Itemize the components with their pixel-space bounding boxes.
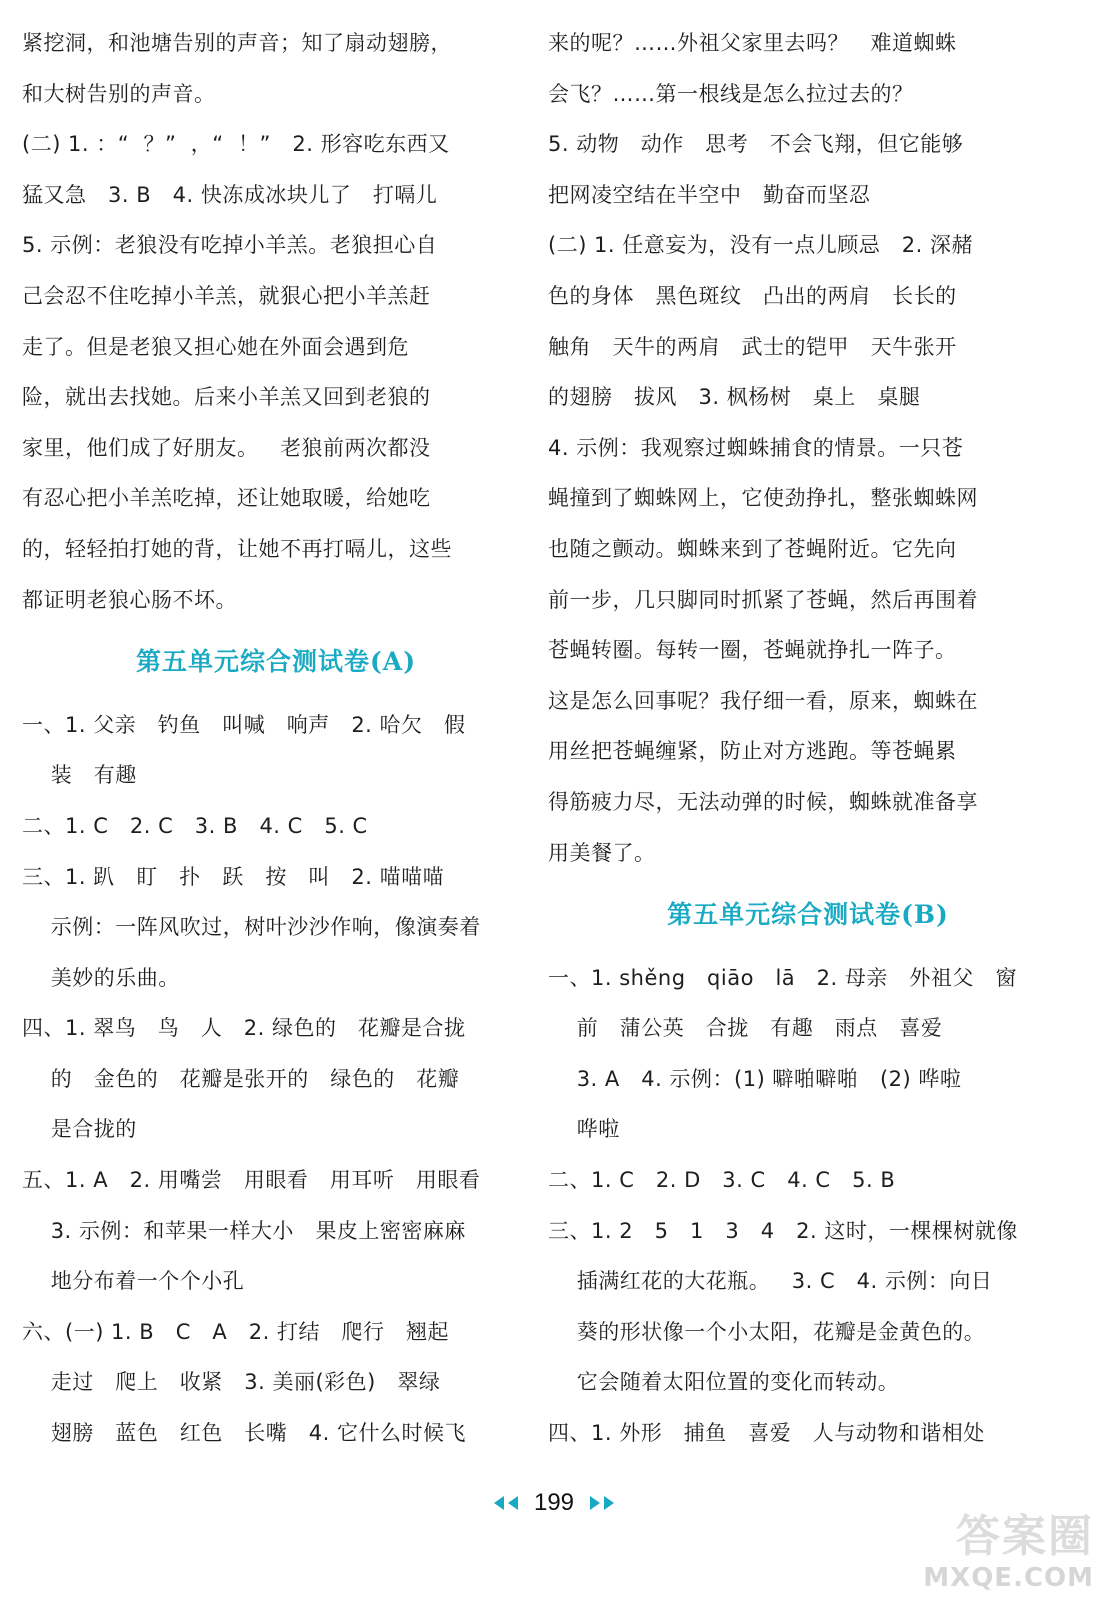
answer-line: 会飞？……第一根线是怎么拉过去的？ (548, 81, 914, 106)
answer-line: 色的身体 黑色斑纹 凸出的两肩 长长的 (548, 283, 957, 308)
answer-line: 三、1. 2 5 1 3 4 2. 这时，一棵棵树就像 (548, 1218, 1018, 1243)
right-column (548, 18, 1068, 1459)
answer-line: 四、1. 翠鸟 鸟 人 2. 绿色的 花瓣是合拢 (22, 1016, 466, 1041)
answer-line: 地分布着一个个小孔 (22, 1269, 245, 1294)
answer-line: 二、1. C 2. D 3. C 4. C 5. B (548, 1168, 896, 1193)
answer-line: 5. 示例：老狼没有吃掉小羊羔。老狼担心自 (22, 233, 438, 258)
answer-line: 用美餐了。 (548, 840, 656, 865)
watermark-logo (923, 1500, 1100, 1595)
watermark-text: 答案圈 (956, 1511, 1094, 1562)
answer-line: 翅膀 蓝色 红色 长嘴 4. 它什么时候飞 (22, 1421, 467, 1446)
answer-line: 葵的形状像一个小太阳，花瓣是金黄色的。 (548, 1319, 986, 1344)
answer-line: 一、1. 父亲 钓鱼 叫喊 响声 2. 哈欠 假 (22, 712, 466, 737)
watermark-url: MXQE.COM (923, 1563, 1094, 1593)
answer-line: 的 金色的 花瓣是张开的 绿色的 花瓣 (22, 1066, 460, 1091)
answer-line: 苍蝇转圈。每转一圈，苍蝇就挣扎一阵子。 (548, 638, 957, 663)
left-column (22, 18, 530, 1459)
answer-block-right-bottom (548, 953, 1068, 1459)
section-title-unit5-b: 第五单元综合测试卷(B) (667, 900, 949, 930)
answer-line: 三、1. 趴 盯 扑 跃 按 叫 2. 喵喵喵 (22, 864, 445, 889)
answer-line: 把网凌空结在半空中 勤奋而坚忍 (548, 182, 871, 207)
answer-line: 二、1. C 2. C 3. B 4. C 5. C (22, 813, 368, 838)
answer-line: 是合拢的 (22, 1117, 137, 1142)
answer-line: 和大树告别的声音。 (22, 81, 216, 106)
prev-arrows-icon (494, 1496, 520, 1510)
answer-line: 也随之颤动。蜘蛛来到了苍蝇附近。它先向 (548, 536, 957, 561)
answer-line: 4. 示例：我观察过蜘蛛捕食的情景。一只苍 (548, 435, 964, 460)
answer-line: 哗啦 (548, 1117, 620, 1142)
answer-line: 插满红花的大花瓶。 3. C 4. 示例：向日 (548, 1269, 993, 1294)
answer-line: 得筋疲力尽，无法动弹的时候，蜘蛛就准备享 (548, 789, 978, 814)
answer-line: 有忍心把小羊羔吃掉，还让她取暖，给她吃 (22, 486, 431, 511)
answer-line: 蝇撞到了蜘蛛网上，它使劲挣扎，整张蜘蛛网 (548, 486, 978, 511)
answer-line: 猛又急 3. B 4. 快冻成冰块儿了 打嗝儿 (22, 182, 438, 207)
answer-line: 走了。但是老狼又担心她在外面会遇到危 (22, 334, 409, 359)
answer-line: 来的呢？……外祖父家里去吗？ 难道蜘蛛 (548, 31, 957, 55)
answer-block-left-bottom (22, 700, 530, 1459)
answer-line: 紧挖洞，和池塘告别的声音；知了扇动翅膀， (22, 31, 452, 55)
answer-line: 用丝把苍蝇缠紧，防止对方逃跑。等苍蝇累 (548, 739, 957, 764)
answer-line: 五、1. A 2. 用嘴尝 用眼看 用耳听 用眼看 (22, 1168, 481, 1193)
answer-line: 美妙的乐曲。 (22, 965, 180, 990)
answer-line: 六、(一) 1. B C A 2. 打结 爬行 翘起 (22, 1319, 450, 1344)
answer-line: 它会随着太阳位置的变化而转动。 (548, 1370, 900, 1395)
answer-line: 3. 示例：和苹果一样大小 果皮上密密麻麻 (22, 1218, 466, 1243)
answer-line: 都证明老狼心肠不坏。 (22, 587, 237, 612)
answer-line: 示例：一阵风吹过，树叶沙沙作响，像演奏着 (22, 915, 481, 940)
answer-line: 的，轻轻拍打她的背，让她不再打嗝儿，这些 (22, 536, 452, 561)
answer-line: 触角 天牛的两肩 武士的铠甲 天牛张开 (548, 334, 957, 359)
answer-block-left-top (22, 18, 530, 625)
next-arrows-icon (588, 1496, 614, 1510)
answer-line: (二) 1. 任意妄为，没有一点儿顾忌 2. 深赭 (548, 233, 974, 258)
answer-line: 前 蒲公英 合拢 有趣 雨点 喜爱 (548, 1016, 943, 1041)
answer-line: 家里，他们成了好朋友。 老狼前两次都没 (22, 435, 431, 460)
answer-line: 走过 爬上 收紧 3. 美丽(彩色) 翠绿 (22, 1370, 441, 1395)
answer-line: 装 有趣 (22, 763, 137, 788)
answer-line: (二) 1. ：“ ？” ，“ ！” 2. 形容吃东西又 (22, 132, 450, 157)
answer-line: 险，就出去找她。后来小羊羔又回到老狼的 (22, 385, 431, 410)
answer-line: 3. A 4. 示例：(1) 噼啪噼啪 (2) 哗啦 (548, 1066, 962, 1091)
answer-line: 前一步，几只脚同时抓紧了苍蝇，然后再围着 (548, 587, 978, 612)
answer-line: 这是怎么回事呢？我仔细一看，原来，蜘蛛在 (548, 688, 978, 713)
answer-line: 的翅膀 拔风 3. 枫杨树 桌上 桌腿 (548, 385, 921, 410)
section-title-unit5-a: 第五单元综合测试卷(A) (135, 647, 417, 677)
answer-block-right-top (548, 18, 1068, 878)
page-number: 199 (533, 1489, 575, 1516)
answer-line: 一、1. shěng qiāo lā 2. 母亲 外祖父 窗 (548, 965, 1017, 990)
answer-line: 四、1. 外形 捕鱼 喜爱 人与动物和谐相处 (548, 1421, 985, 1446)
answer-line: 己会忍不住吃掉小羊羔，就狠心把小羊羔赶 (22, 283, 431, 308)
answer-line: 5. 动物 动作 思考 不会飞翔，但它能够 (548, 132, 964, 157)
